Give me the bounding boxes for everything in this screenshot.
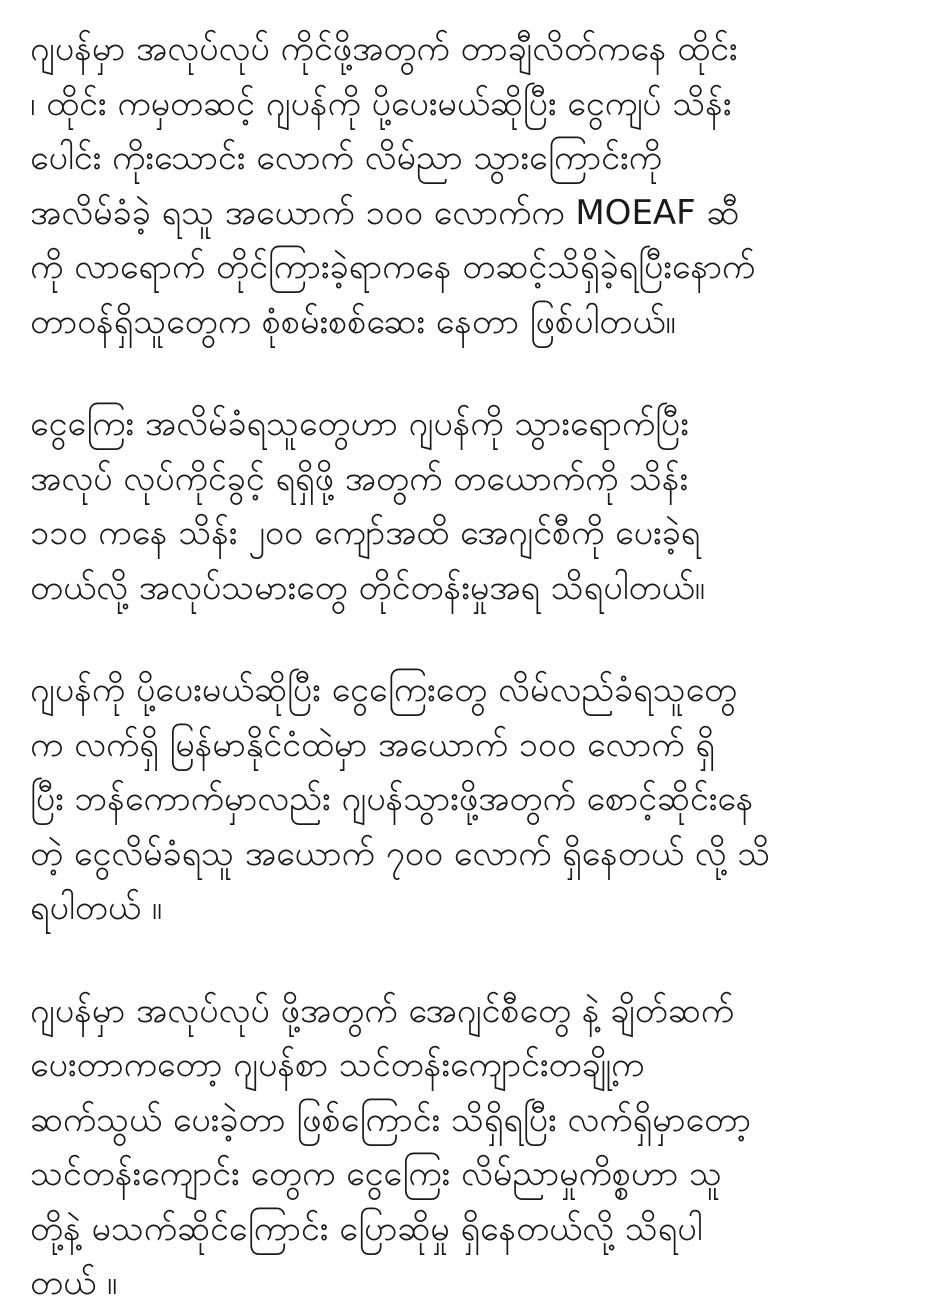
text-line: အလိမ်ခံခဲ့ ရသူ အယောက် ၁၀၀ လောက်က MOEAF ဆီ (30, 192, 740, 233)
paragraph (30, 984, 909, 1311)
text-line: တာဝန်ရှိသူတွေက စုံစမ်းစစ်ဆေး နေတာ ဖြစ်ပါတယ်။ (30, 301, 676, 342)
paragraph (30, 663, 909, 936)
text-line: ပြီး ဘန်ကောက်မှာလည်း ဂျပန်သွားဖို့အတွက် စောင့်ဆိုင်းနေ (30, 779, 754, 819)
text-line: ကို လာရောက် တိုင်ကြားခဲ့ရာကနေ တဆင့်သိရှိခဲ့ရပြီးနောက် (30, 247, 756, 287)
text-line: တဲ့ ငွေလိမ်ခံရသူ အယောက် ၇၀၀ လောက် ရှိနေတယ် လို့ သိ (30, 833, 771, 874)
text-line: သင်တန်းကျောင်း တွေက ငွေကြေး လိမ်ညာမှုကိစ္စဟာ သူ (30, 1154, 722, 1194)
text-line: တယ်လို့ အလုပ်သမားတွေ တိုင်တန်းမှုအရ သိရပါတယ်။ (30, 567, 705, 608)
text-line: ဂျပန်မှာ အလုပ်လုပ် ကိုင်ဖို့အတွက် တာချီလိတ်ကနေ ထိုင်း (30, 29, 738, 69)
text-line: ၊ ထိုင်း ကမှတဆင့် ဂျပန်ကို ပို့ပေးမယ်ဆိုပြီး ငွေကျပ် သိန်း (30, 83, 732, 124)
paragraph (30, 397, 909, 615)
text-line: ဆက်သွယ် ပေးခဲ့တာ ဖြစ်ကြောင်း သိရှိရပြီး လက်ရှိမှာတော့ (30, 1099, 752, 1140)
text-line: ပေးတာကတော့ ဂျပန်စာ သင်တန်းကျောင်းတချို့က (30, 1045, 645, 1085)
text-line: ငွေကြေး အလိမ်ခံရသူတွေဟာ ဂျပန်ကို သွားရောက်ပြီး (30, 404, 689, 444)
text-line: ပေါင်း ကိုးသောင်း လောက် လိမ်ညာ သွားကြောင်းကို (30, 138, 662, 178)
text-line: ရပါတယ် ။ (30, 888, 162, 928)
text-line: အလုပ် လုပ်ကိုင်ခွင့် ရရှိဖို့ အတွက် တယောက်ကို သိန်း (30, 458, 689, 499)
text-line: တယ် ။ (30, 1263, 118, 1303)
paragraph (30, 22, 909, 349)
text-line: က လက်ရှိ မြန်မာနိုင်ငံထဲမှာ အယောက် ၁၀၀ လောက် ရှိ (30, 724, 715, 765)
text-line: တို့နဲ့ မသက်ဆိုင်ကြောင်း ပြောဆိုမှု ရှိနေတယ်လို့ သိရပါ (30, 1208, 703, 1249)
text-line: ဂျပန်မှာ အလုပ်လုပ် ဖို့အတွက် အေဂျင်စီတွေ နဲ့ ချိတ်ဆက် (30, 990, 735, 1031)
text-line: ၁၁၀ ကနေ သိန်း ၂၀၀ ကျော်အထိ အေဂျင်စီကို ပေးခဲ့ရ (30, 513, 701, 553)
text-line: ဂျပန်ကို ပို့ပေးမယ်ဆိုပြီး ငွေကြေးတွေ လိမ်လည်ခံရသူတွေ (30, 670, 738, 710)
